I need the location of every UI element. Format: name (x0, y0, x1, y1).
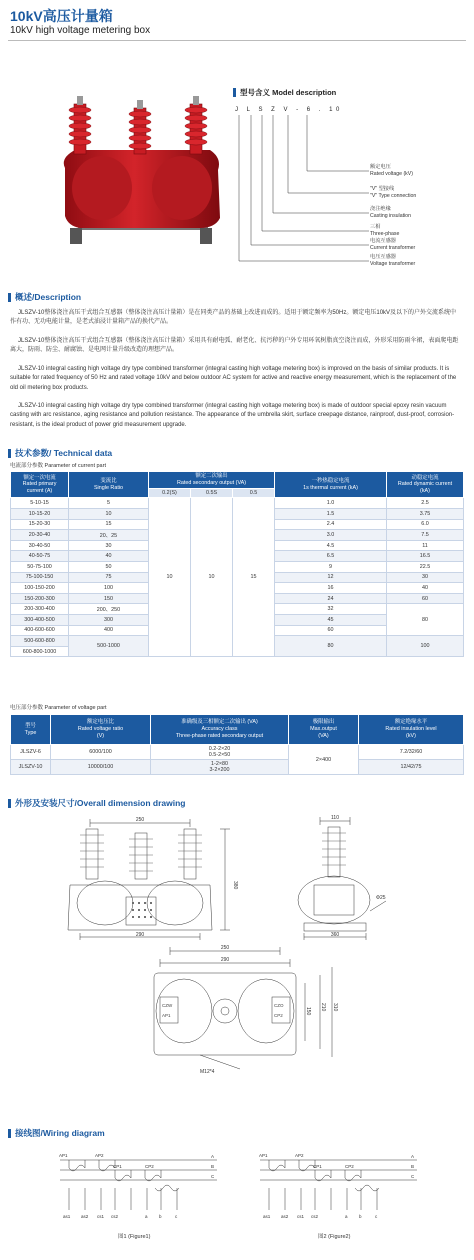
table-row: 100-150-200 100 16 40 (11, 583, 464, 594)
svg-text:AP2: AP2 (295, 1153, 304, 1158)
svg-text:a: a (145, 1214, 148, 1219)
model-label-vt: 电压互感器 Voltage transformer (370, 254, 416, 267)
svg-text:C: C (211, 1174, 215, 1179)
wiring-heading: 接线图/Wiring diagram (8, 1127, 105, 1139)
svg-text:cs2: cs2 (111, 1214, 119, 1219)
table-row: 30-40-50 30 4.5 11 (11, 540, 464, 551)
wiring-cp2: CP2 (145, 1164, 154, 1169)
svg-text:as2: as2 (81, 1214, 89, 1219)
title-divider (8, 40, 466, 41)
wiring-figure-1 (55, 1148, 220, 1223)
table-row: JLSZV-6 6000/100 0.2-2×20 0.5-2×50 2×400 7.2/32/60 (11, 745, 464, 760)
table-row: 5-10-15 5 10 10 15 1.0 2.5 (11, 498, 464, 509)
svg-text:c: c (375, 1214, 378, 1219)
table-row: JLSZV-10 10000/100 1-2×80 3-2×200 12/42/75 (11, 760, 464, 775)
table-row: 20-30-40 20、25 3.0 7.5 (11, 530, 464, 541)
dim-150: 150 (305, 1007, 311, 1016)
dim-250-top: 250 (220, 945, 230, 951)
svg-text:B: B (411, 1164, 415, 1169)
svg-text:A: A (411, 1154, 415, 1159)
output-02s-cell: 10 (149, 498, 191, 657)
table-row: 10-15-20 10 1.5 3.75 (11, 508, 464, 519)
model-label-voltage: 额定电压 Rated voltage (kV) (370, 164, 413, 177)
current-header-thermal: 一秒热稳定电流 1s thermal current (kA) (275, 472, 387, 498)
dim-m12: M12*4 (200, 1069, 215, 1075)
voltage-table (10, 714, 464, 775)
voltage-max-cell: 2×400 (289, 745, 359, 775)
table-row: 150-200-300 150 24 60 (11, 593, 464, 604)
svg-text:C: C (411, 1174, 415, 1179)
voltage-header-insulation: 额定绝缘水平 Rated insulation level (kV) (359, 715, 464, 745)
model-leader-lines (233, 113, 373, 268)
current-header-05: 0.5 (233, 488, 275, 498)
side-view-drawing (290, 815, 400, 940)
dim-310: 310 (332, 1003, 338, 1012)
svg-text:cs2: cs2 (311, 1214, 319, 1219)
current-header-primary: 额定一次电流 Rated primary current (A) (11, 472, 69, 498)
svg-text:CZO: CZO (274, 1003, 284, 1008)
table-row: 400-600-600 400 60 (11, 625, 464, 636)
svg-text:CP2: CP2 (274, 1013, 283, 1018)
figure-2-caption: 图2 (Figure2) (318, 1234, 351, 1240)
wiring-cp1: CP1 (113, 1164, 122, 1169)
current-header-output: 额定二次输出 Rated secondary output (VA) (149, 472, 275, 489)
wiring-ap2: AP2 (95, 1153, 104, 1158)
dim-110: 110 (331, 815, 339, 821)
svg-text:b: b (359, 1214, 362, 1219)
current-header-ratio: 变流比 Single Ratio (69, 472, 149, 498)
svg-text:CP1: CP1 (313, 1164, 322, 1169)
voltage-header-max: 极限输出 Max.output (VA) (289, 715, 359, 745)
table-row: 300-400-500 300 45 (11, 614, 464, 625)
description-heading: 概述/Description (8, 291, 81, 303)
svg-text:as1: as1 (63, 1214, 71, 1219)
voltage-header-ratio: 额定电压比 Rated voltage ratio (V) (51, 715, 151, 745)
svg-text:AP1: AP1 (259, 1153, 268, 1158)
output-05-cell: 15 (233, 498, 275, 657)
voltage-caption: 电压部分参数 Parameter of voltage part (10, 705, 107, 711)
table-row: 600-800-1000 (11, 646, 464, 657)
description-p3: JLSZV-10 integral casting high voltage dry type combined transformer (integral casting high voltage metering box) is improved on the basis of similar products. It is suitable for rated frequency of 50 Hz and rated voltage 10kV and below outdoor AC system for active and reactive energy measurement, which is the replacement of the old oil metering box products. (10, 366, 457, 391)
wiring-figure-2 (255, 1148, 420, 1223)
top-view-drawing (140, 945, 340, 1075)
current-header-05s: 0.5S (191, 488, 233, 498)
svg-text:as2: as2 (281, 1214, 289, 1219)
output-05s-cell: 10 (191, 498, 233, 657)
description-p1: JLSZV-10整体浇注高压干式组合互感器（整体浇注高压计量箱）是在同类产品的基础上改进而成的。适用于额定频率为50Hz。额定电压10kV及以下的户外交流系统中作有功、无功电能计量，是老式油浸计量箱产品的换代产品。 (10, 310, 457, 326)
table-row: 75-100-150 75 12 30 (11, 572, 464, 583)
thermal-merged-cell: 80 (275, 636, 387, 657)
table-row: 40-50-75 40 6.5 16.5 (11, 551, 464, 562)
current-header-02s: 0.2(S) (149, 488, 191, 498)
ratio-merged-cell: 500-1000 (69, 636, 149, 657)
current-caption: 电流部分参数 Parameter of current part (10, 463, 106, 469)
svg-text:a: a (345, 1214, 348, 1219)
figure-1-caption: 图1 (Figure1) (118, 1234, 151, 1240)
description-p2: JLSZV-10整体浇注高压干式组合互感器（整体浇注高压计量箱）采用具有耐电弧、耐老化、抗污秽的户外专用环氧树脂真空浇注而成，外形采用防雨伞裙，表面爬电距离大，防雨、防尘、耐腐蚀、是电网计量升级改造的理想产品。 (10, 338, 459, 354)
svg-text:c: c (175, 1214, 178, 1219)
product-photo (50, 88, 230, 258)
table-row: 500-600-800 500-1000 80 100 (11, 636, 464, 647)
voltage-header-type: 型号 Type (11, 715, 51, 745)
dim-360: 360 (330, 932, 340, 938)
model-label-connection: "V" 型接线 "V" Type connection (370, 186, 417, 199)
svg-text:CZW: CZW (162, 1003, 173, 1008)
model-label-phase: 三相 Three-phase (370, 224, 400, 237)
current-table (10, 471, 464, 657)
table-row: 15-20-30 15 2.4 6.0 (11, 519, 464, 530)
dim-380: 380 (232, 881, 238, 890)
dim-250: 250 (135, 817, 145, 823)
svg-text:cs1: cs1 (97, 1214, 105, 1219)
svg-text:B: B (211, 1164, 215, 1169)
svg-text:cs1: cs1 (297, 1214, 305, 1219)
dim-210: 210 (320, 1003, 326, 1012)
model-label-insulation: 浇注绝缘 Casting insulation (370, 206, 411, 219)
svg-text:as1: as1 (263, 1214, 271, 1219)
current-header-dynamic: 动稳定电流 Rated dynamic current (kA) (387, 472, 464, 498)
svg-text:b: b (159, 1214, 162, 1219)
dimension-heading: 外形及安装尺寸/Overall dimension drawing (8, 797, 186, 809)
page-subtitle: 10kV high voltage metering box (10, 25, 151, 36)
model-label-ct: 电流互感器 Current transformer (370, 238, 416, 251)
dynamic-merged-cell: 80 (387, 604, 464, 636)
model-heading: 型号含义 Model description (233, 87, 336, 98)
model-code: J L S Z V - 6 . 10 (235, 107, 343, 113)
dynamic-last-cell: 100 (387, 636, 464, 657)
table-row: 50-75-100 50 9 22.5 (11, 561, 464, 572)
svg-text:CP2: CP2 (345, 1164, 354, 1169)
dim-290-top: 290 (220, 957, 230, 963)
table-row: 200-300-400 200、250 32 80 (11, 604, 464, 615)
tech-heading: 技术参数/ Technical data (8, 447, 112, 459)
voltage-header-accuracy: 准确级及三相额定二次输出 (VA) Accuracy class Three-phase rated secondary output (151, 715, 289, 745)
svg-text:A: A (211, 1154, 215, 1159)
svg-text:AP1: AP1 (162, 1013, 171, 1018)
dim-290: 290 (135, 932, 145, 938)
page-title: 10kV高压计量箱 (10, 8, 113, 24)
front-view-drawing (60, 815, 250, 940)
dim-phi25: Φ25 (376, 895, 386, 901)
wiring-ap1: AP1 (59, 1153, 68, 1158)
description-p4: JLSZV-10 integral casting high voltage dry type combined transformer (integral casting high voltage metering box) is made of outdoor special epoxy resin vacuum casting with arc resistance, aging resistance and pollution resistance. The appearance of the umbrella skirt, surface creepage distance, rainproof, dust-proof, corrosion-resistant, is the ideal product of power grid measurement upgrade. (10, 403, 455, 428)
